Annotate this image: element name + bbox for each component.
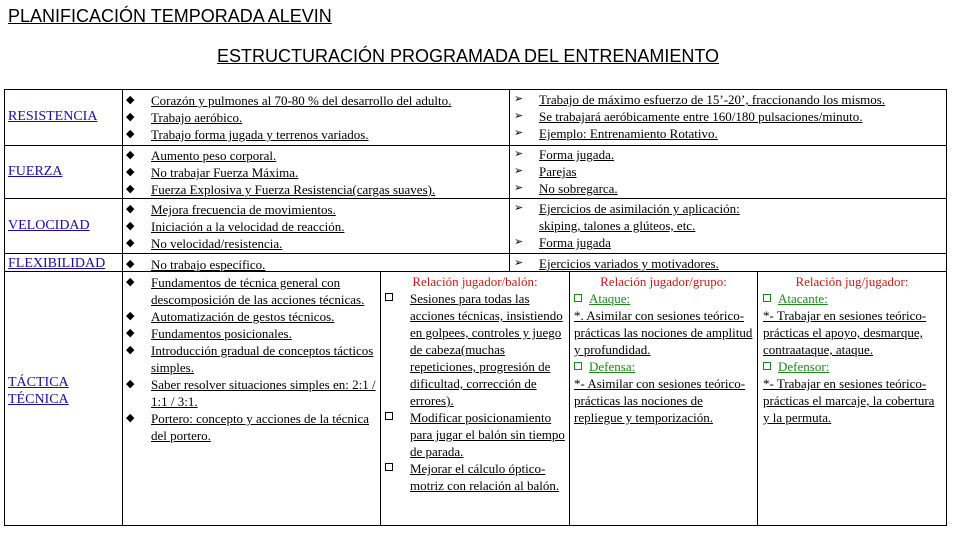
list-item: ➢ Ejercicios variados y motivadores. bbox=[514, 256, 719, 271]
row-label-fuerza: FUERZA bbox=[8, 164, 63, 179]
list-item: ◆ Fuerza Explosiva y Fuerza Resistencia(cargas suaves). bbox=[126, 182, 436, 197]
resistencia-left-list bbox=[122, 92, 509, 143]
fuerza-left-list bbox=[122, 147, 509, 198]
list-item: ➢ Parejas bbox=[514, 164, 577, 179]
velocidad-left-list bbox=[122, 201, 509, 252]
tactica-left-list bbox=[122, 274, 376, 444]
list-item: ◆ Saber resolver situaciones simples en: 2:1 / 1:1 / 3:1. bbox=[126, 377, 376, 409]
list-item: ➢ Forma jugada. bbox=[514, 147, 615, 162]
list-item: ◆ Trabajo aeróbico. bbox=[126, 110, 243, 125]
grupo-ataque-text: *. Asimilar con sesiones teórico-prácticas las nociones de amplitud y profundidad. bbox=[574, 308, 753, 357]
velocidad-right-list bbox=[510, 200, 765, 251]
checkbox-icon bbox=[385, 412, 393, 420]
flexibilidad-left-list bbox=[122, 256, 509, 273]
jug-defensor-heading: Defensor: bbox=[763, 358, 829, 375]
list-item: ◆ Automatización de gestos técnicos. bbox=[126, 309, 335, 324]
list-item: ➢ Ejercicios de asimilación y aplicación: skiping, talones a glúteos, etc. bbox=[514, 201, 740, 233]
row-label-flexibilidad: FLEXIBILIDAD bbox=[8, 256, 106, 271]
list-item: ◆ No trabajo específico. bbox=[126, 257, 266, 272]
list-item: ➢ Ejemplo: Entrenamiento Rotativo. bbox=[514, 126, 718, 141]
list-item: Sesiones para todas las acciones técnicas, insistiendo en golpees, controles y juego de cabeza(muchas repeticiones, progresión de dificultad, corrección de errores). bbox=[381, 290, 567, 409]
checkbox-icon bbox=[574, 362, 582, 370]
list-item: ◆ Aumento peso corporal. bbox=[126, 148, 277, 163]
jug-atacante-heading: Atacante: bbox=[763, 290, 828, 307]
list-item: Modificar posicionamiento para jugar el balón sin tiempo de parada. bbox=[381, 409, 567, 460]
list-item: ➢ Trabajo de máximo esfuerzo de 15’-20’, fraccionando los mismos. bbox=[514, 92, 886, 107]
list-item: ◆ Fundamentos posicionales. bbox=[126, 326, 292, 341]
list-item: ➢ No sobregarca. bbox=[514, 181, 618, 196]
grupo-heading: Relación jugador/grupo: bbox=[600, 274, 727, 289]
list-item: ➢ Se trabajará aeróbicamente entre 160/180 pulsaciones/minuto. bbox=[514, 109, 863, 124]
balon-heading: Relación jugador/balón: bbox=[412, 274, 538, 289]
list-item: ◆ Fundamentos de técnica general con descomposición de las acciones técnicas. bbox=[126, 275, 365, 307]
fuerza-right-list bbox=[510, 146, 946, 197]
list-item: ◆ Introducción gradual de conceptos tácticos simples. bbox=[126, 343, 374, 375]
row-label-tactica: TÁCTICA TÉCNICA bbox=[8, 375, 69, 407]
jug-atacante-text: *- Trabajar en sesiones teórico-prácticas el apoyo, desmarque, contraataque, ataque. bbox=[763, 308, 927, 357]
flexibilidad-right-list bbox=[510, 255, 946, 272]
list-item: ◆ Trabajo forma jugada y terrenos variados. bbox=[126, 127, 369, 142]
balon-list bbox=[381, 290, 567, 494]
list-item: Mejorar el cálculo óptico-motriz con relación al balón. bbox=[381, 460, 567, 494]
list-item: ◆ No trabajar Fuerza Máxima. bbox=[126, 165, 299, 180]
page-title: PLANIFICACIÓN TEMPORADA ALEVIN bbox=[8, 6, 332, 26]
checkbox-icon bbox=[385, 293, 393, 301]
list-item: ◆ Mejora frecuencia de movimientos. bbox=[126, 202, 336, 217]
jug-heading: Relación jug/jugador: bbox=[795, 274, 909, 289]
row-label-velocidad: VELOCIDAD bbox=[8, 218, 90, 233]
list-item: ➢ Forma jugada bbox=[514, 235, 611, 250]
page-subtitle: ESTRUCTURACIÓN PROGRAMADA DEL ENTRENAMIENTO bbox=[217, 46, 720, 66]
list-item: ◆ Iniciación a la velocidad de reacción. bbox=[126, 219, 345, 234]
checkbox-icon bbox=[763, 362, 771, 370]
row-label-resistencia: RESISTENCIA bbox=[8, 109, 98, 124]
grupo-defensa-text: *- Asimilar con sesiones teórico-prácticas las nociones de repliegue y temporización. bbox=[574, 376, 746, 425]
checkbox-icon bbox=[385, 463, 393, 471]
list-item: ◆ Corazón y pulmones al 70-80 % del desarrollo del adulto. bbox=[126, 93, 452, 108]
list-item: ◆ Portero: concepto y acciones de la técnica del portero. bbox=[126, 411, 370, 443]
jug-defensor-text: *- Trabajar en sesiones teórico-prácticas el marcaje, la cobertura y la permuta. bbox=[763, 376, 935, 425]
list-item: ◆ No velocidad/resistencia. bbox=[126, 236, 283, 251]
grupo-defensa-heading: Defensa: bbox=[574, 358, 635, 375]
grupo-ataque-heading: Ataque: bbox=[574, 290, 630, 307]
checkbox-icon bbox=[574, 294, 582, 302]
resistencia-right-list bbox=[510, 91, 946, 142]
checkbox-icon bbox=[763, 294, 771, 302]
